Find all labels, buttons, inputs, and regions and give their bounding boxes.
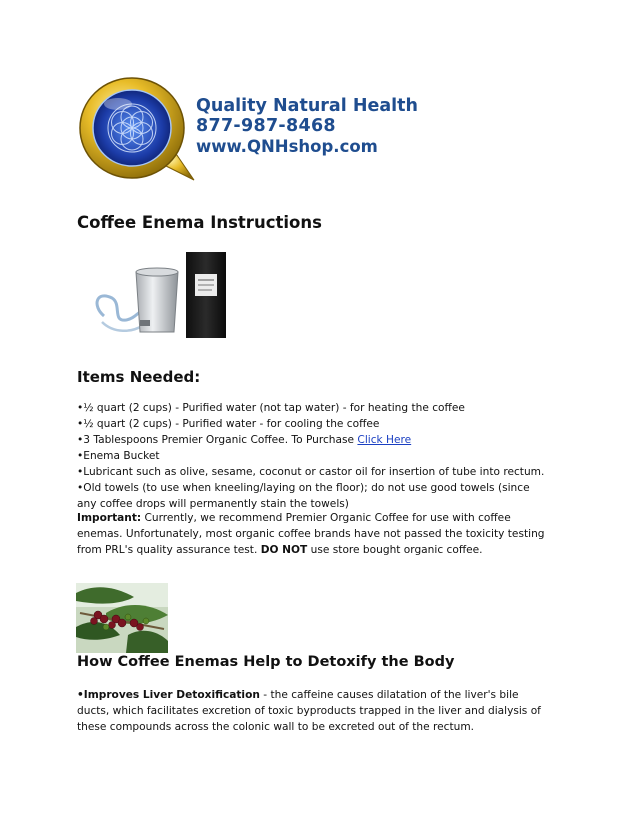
flower-of-life-q-logo-icon <box>76 74 198 186</box>
important-text: Currently, we recommend Premier Organic Coffee for use with coffee enemas. Unfortunately, most organic coffee brands have not passed the toxicity testing from PRL's quality assurance test. <box>77 512 545 556</box>
do-not-label: DO NOT <box>260 544 308 556</box>
list-item: •½ quart (2 cups) - Purified water (not tap water) - for heating the coffee <box>77 402 465 414</box>
brand-block <box>196 96 418 156</box>
coffee-beans-image <box>76 583 168 653</box>
product-image <box>92 246 252 342</box>
purchase-link[interactable]: Click Here <box>357 434 412 446</box>
phone-number: 877-987-8468 <box>196 116 336 137</box>
list-item: •Lubricant such as olive, sesame, coconut or castor oil for insertion of tube into rectum. <box>77 466 545 478</box>
brand-name: Quality Natural Health <box>196 96 418 116</box>
detox-paragraph <box>77 687 547 735</box>
website-url: www.QNHshop.com <box>196 136 378 156</box>
important-text-end: use store bought organic coffee. <box>307 544 483 556</box>
important-label: Important: <box>77 512 142 524</box>
detox-heading: How Coffee Enemas Help to Detoxify the Body <box>77 654 455 670</box>
list-item-text: •3 Tablespoons Premier Organic Coffee. To Purchase <box>77 434 358 446</box>
qnh-logo <box>76 74 198 186</box>
list-item: •Enema Bucket <box>77 450 160 462</box>
items-needed-heading: Items Needed: <box>77 368 201 386</box>
detox-label: •Improves Liver Detoxification <box>77 689 260 701</box>
list-item: •Old towels (to use when kneeling/laying on the floor); do not use good towels (since any coffee drops will permanently stain the towels) <box>77 482 530 510</box>
list-item: •½ quart (2 cups) - Purified water - for cooling the coffee <box>77 418 380 430</box>
detox-text: - the caffeine causes dilatation of the liver's bile ducts, which facilitates excretion of toxic byproducts trapped in the liver and dialysis of these compounds across the colonic wall to be excreted out of the rectum. <box>77 689 541 733</box>
items-list <box>77 400 547 512</box>
important-note <box>77 510 547 558</box>
list-item <box>77 432 547 448</box>
page-title: Coffee Enema Instructions <box>77 213 322 232</box>
